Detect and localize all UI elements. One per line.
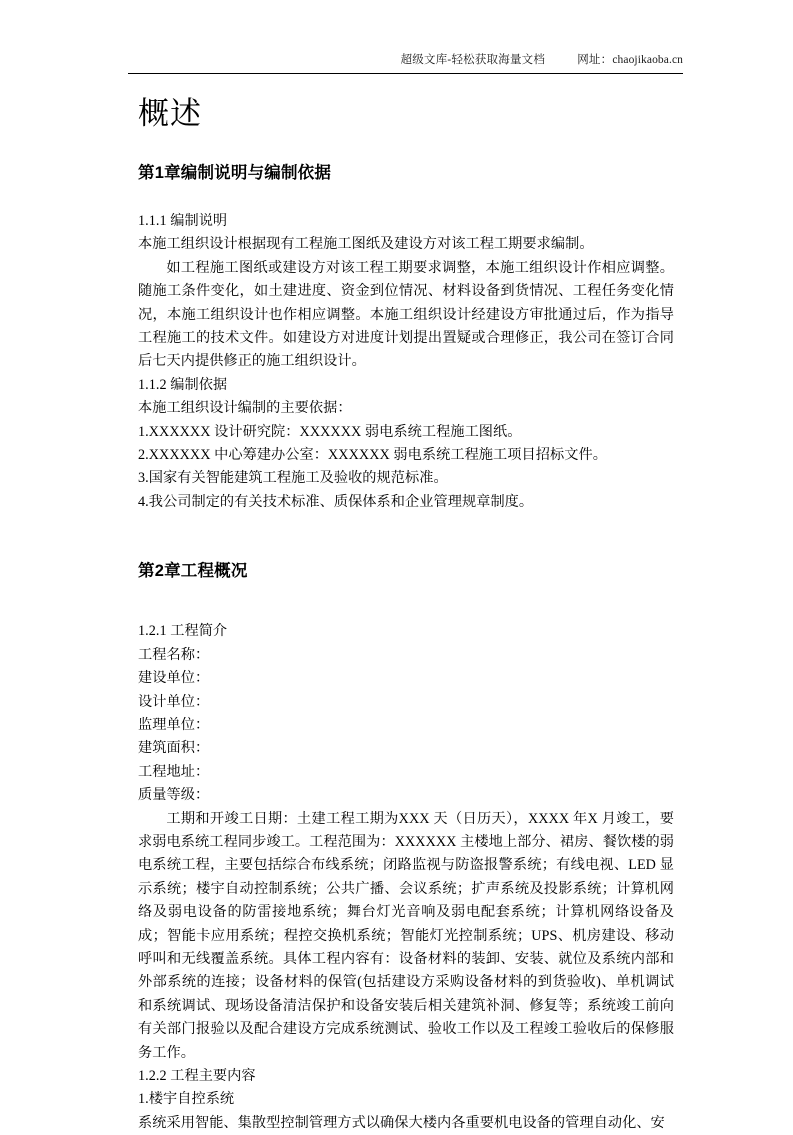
section-1-2-2-number: 1.2.2 工程主要内容 bbox=[138, 1068, 256, 1084]
page-header bbox=[128, 52, 683, 74]
page-header-text bbox=[128, 52, 683, 68]
section-1-1-1-paragraph-2: 如工程施工图纸或建设方对该工程工期要求调整，本施工组织设计作相应调整。随施工条件变化，如土建进度、资金到位情况、材料设备到货情况、工程任务变化情况，本施工组织设计也作相应调整。本施工组织设计经建设方审批通过后，作为指导工程施工的技术文件。如建设方对进度计划提出置疑或合理修正，我公司在签订合同后七天内提供修正的施工组织设计。 bbox=[138, 259, 674, 370]
main-content-item-1-text: 系统采用智能、集散型控制管理方式以确保大楼内各重要机电设备的管理自动化、安 bbox=[138, 1114, 665, 1131]
reference-item: 1.XXXXXX 设计研究院：XXXXXX 弱电系统工程施工图纸。 bbox=[138, 423, 522, 440]
document-body bbox=[138, 92, 674, 1135]
main-content-item-1: 1.楼宇自控系统 bbox=[138, 1091, 235, 1108]
project-schedule-paragraph: 工期和开竣工日期：土建工程工期为XXX 天（日历天），XXXX 年X 月竣工，要求弱电系统工程同步竣工。工程范围为：XXXXXX 主楼地上部分、裙房、餐饮楼的弱电系统工程，主要包括综合布线系统；闭路监视与防盗报警系统；有线电视、LED 显示系统；楼宇自动控制系统；公共广播、会议系统；扩声系统及投影系统；计算机网络及弱电设备的防雷接地系统；舞台灯光音响及弱电配套系统；计算机网络设备及成；智能卡应用系统；程控交换机系统；智能灯光控制系统；UPS、机房建设、移动呼叫和无线覆盖系统。具体工程内容有：设备材料的装卸、安装、就位及系统内部和外部系统的连接；设备材料的保管(包括建设方采购设备材料的到货验收)、单机调试和系统调试、现场设备清洁保护和设备安装后相关建筑补洞、修复等；系统竣工前向有关部门报验以及配合建设方完成系统测试、验收工作以及工程竣工验收后的保修服务工作。 bbox=[138, 810, 674, 1061]
project-field-quality-grade: 质量等级： bbox=[138, 787, 210, 804]
section-1-1-1-number: 1.1.1 编制说明 bbox=[138, 213, 228, 229]
header-url-label: 网址： bbox=[577, 54, 613, 66]
project-field-designer: 设计单位： bbox=[138, 693, 210, 710]
project-field-name: 工程名称： bbox=[138, 646, 210, 663]
section-1-2-1-number: 1.2.1 工程简介 bbox=[138, 623, 228, 640]
project-field-supervisor: 监理单位： bbox=[138, 716, 210, 733]
project-field-area: 建筑面积： bbox=[138, 740, 210, 757]
header-divider-rule bbox=[128, 73, 683, 74]
spacer bbox=[138, 514, 674, 558]
spacer bbox=[138, 186, 674, 210]
section-1-1-2-lead-in: 本施工组织设计编制的主要依据： bbox=[138, 400, 352, 417]
project-field-address: 工程地址： bbox=[138, 763, 210, 780]
header-url-value: chaojikaoba.cn bbox=[612, 54, 683, 66]
document-title: 概述 bbox=[138, 96, 202, 131]
section-1-1-1-paragraph-1: 本施工组织设计根据现有工程施工图纸及建设方对该工程工期要求编制。 bbox=[138, 236, 594, 253]
reference-item: 2.XXXXXX 中心筹建办公室：XXXXXX 弱电系统工程施工项目招标文件。 bbox=[138, 447, 607, 464]
section-1-1-2-number: 1.1.2 编制依据 bbox=[138, 376, 228, 393]
spacer bbox=[138, 584, 674, 620]
reference-item: 4.我公司制定的有关技术标准、质保体系和企业管理规章制度。 bbox=[138, 493, 534, 510]
reference-item: 3.国家有关智能建筑工程施工及验收的规范标准。 bbox=[138, 470, 448, 487]
header-site-name: 超级文库-轻松获取海量文档 bbox=[400, 54, 546, 66]
chapter-1-heading: 第1章编制说明与编制依据 bbox=[138, 164, 332, 182]
project-field-owner: 建设单位： bbox=[138, 670, 210, 687]
spacer bbox=[138, 136, 674, 160]
chapter-2-heading: 第2章工程概况 bbox=[138, 562, 248, 581]
